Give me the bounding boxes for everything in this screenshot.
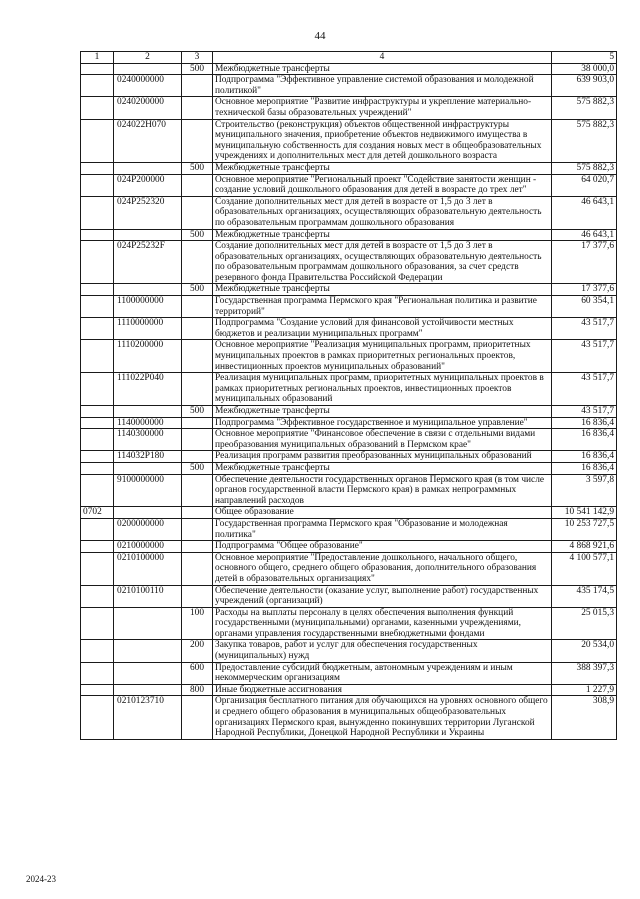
target-code-cell: 024Р25232F [114, 241, 182, 284]
target-code-cell [114, 662, 182, 684]
header-row [81, 52, 617, 64]
target-code-cell [114, 63, 182, 75]
header-col-2: 2 [114, 52, 182, 64]
expense-type-cell: 500 [182, 406, 213, 418]
item-name-cell: Подпрограмма "Создание условий для финансовой устойчивости местных бюджетов и реализации муниципальных программ" [213, 318, 552, 340]
table-body [81, 63, 617, 739]
table-row [81, 451, 617, 463]
amount-cell: 43 517,7 [552, 406, 617, 418]
item-name-cell: Обеспечение деятельности (оказание услуг, выполнение работ) государственных учреждений (организаций) [213, 585, 552, 607]
section-code-cell [81, 429, 114, 451]
table-row [81, 462, 617, 474]
table-row [81, 174, 617, 196]
table-row [81, 640, 617, 662]
amount-cell: 435 174,5 [552, 585, 617, 607]
expense-type-cell: 600 [182, 662, 213, 684]
section-code-cell [81, 474, 114, 507]
target-code-cell: 111022Р040 [114, 373, 182, 406]
expense-type-cell [182, 541, 213, 553]
target-code-cell: 0210100000 [114, 552, 182, 585]
target-code-cell [114, 406, 182, 418]
amount-cell: 25 015,3 [552, 607, 617, 640]
target-code-cell [114, 507, 182, 519]
table-row [81, 296, 617, 318]
amount-cell: 639 903,0 [552, 75, 617, 97]
budget-table [80, 51, 617, 740]
item-name-cell: Межбюджетные трансферты [213, 284, 552, 296]
table-row [81, 373, 617, 406]
section-code-cell [81, 241, 114, 284]
target-code-cell: 0240000000 [114, 75, 182, 97]
amount-cell: 60 354,1 [552, 296, 617, 318]
table-row [81, 75, 617, 97]
expense-type-cell: 500 [182, 229, 213, 241]
expense-type-cell [182, 585, 213, 607]
table-row [81, 63, 617, 75]
expense-type-cell [182, 318, 213, 340]
item-name-cell: Реализация программ развития преобразованных муниципальных образований [213, 451, 552, 463]
amount-cell: 4 100 577,1 [552, 552, 617, 585]
item-name-cell: Основное мероприятие "Развитие инфраструктуры и укрепление материально-технической базы образовательных учреждений" [213, 97, 552, 119]
expense-type-cell [182, 174, 213, 196]
amount-cell: 388 397,3 [552, 662, 617, 684]
amount-cell: 43 517,7 [552, 340, 617, 373]
item-name-cell: Государственная программа Пермского края "Образование и молодежная политика" [213, 518, 552, 540]
section-code-cell [81, 451, 114, 463]
item-name-cell: Подпрограмма "Общее образование" [213, 541, 552, 553]
section-code-cell [81, 229, 114, 241]
header-col-4: 4 [213, 52, 552, 64]
table-row [81, 696, 617, 739]
amount-cell: 308,9 [552, 696, 617, 739]
page-number: 44 [314, 30, 326, 42]
item-name-cell: Обеспечение деятельности государственных органов Пермского края (в том числе органов государственной власти Пермского края) в рамках непрограммных направлений расходов [213, 474, 552, 507]
amount-cell: 16 836,4 [552, 429, 617, 451]
item-name-cell: Иные бюджетные ассигнования [213, 684, 552, 696]
amount-cell: 4 868 921,6 [552, 541, 617, 553]
expense-type-cell [182, 518, 213, 540]
target-code-cell: 0210123710 [114, 696, 182, 739]
expense-type-cell: 100 [182, 607, 213, 640]
amount-cell: 10 253 727,5 [552, 518, 617, 540]
table-row [81, 417, 617, 429]
expense-type-cell [182, 696, 213, 739]
target-code-cell [114, 607, 182, 640]
section-code-cell [81, 417, 114, 429]
section-code-cell [81, 462, 114, 474]
amount-cell: 10 541 142,9 [552, 507, 617, 519]
table-row [81, 552, 617, 585]
target-code-cell: 0200000000 [114, 518, 182, 540]
target-code-cell: 0210100110 [114, 585, 182, 607]
target-code-cell: 1110200000 [114, 340, 182, 373]
target-code-cell: 0240200000 [114, 97, 182, 119]
amount-cell: 17 377,6 [552, 241, 617, 284]
amount-cell: 43 517,7 [552, 373, 617, 406]
target-code-cell: 1140300000 [114, 429, 182, 451]
amount-cell: 1 227,9 [552, 684, 617, 696]
table-row [81, 229, 617, 241]
section-code-cell [81, 541, 114, 553]
table-row [81, 119, 617, 162]
table-row [81, 162, 617, 174]
target-code-cell: 9100000000 [114, 474, 182, 507]
expense-type-cell: 200 [182, 640, 213, 662]
amount-cell: 46 643,1 [552, 196, 617, 229]
expense-type-cell: 500 [182, 63, 213, 75]
target-code-cell: 114032Р180 [114, 451, 182, 463]
expense-type-cell: 500 [182, 162, 213, 174]
amount-cell: 575 882,3 [552, 162, 617, 174]
amount-cell: 575 882,3 [552, 97, 617, 119]
item-name-cell: Основное мероприятие "Региональный проект "Содействие занятости женщин - создание условий дошкольного образования для детей в возрасте до трех лет" [213, 174, 552, 196]
expense-type-cell [182, 451, 213, 463]
section-code-cell [81, 196, 114, 229]
table-row [81, 406, 617, 418]
item-name-cell: Общее образование [213, 507, 552, 519]
amount-cell: 43 517,7 [552, 318, 617, 340]
expense-type-cell [182, 97, 213, 119]
table-row [81, 662, 617, 684]
section-code-cell [81, 174, 114, 196]
expense-type-cell [182, 340, 213, 373]
section-code-cell [81, 75, 114, 97]
table-row [81, 607, 617, 640]
expense-type-cell [182, 474, 213, 507]
target-code-cell: 1110000000 [114, 318, 182, 340]
expense-type-cell: 800 [182, 684, 213, 696]
target-code-cell [114, 229, 182, 241]
amount-cell: 3 597,8 [552, 474, 617, 507]
table-row [81, 585, 617, 607]
item-name-cell: Межбюджетные трансферты [213, 462, 552, 474]
expense-type-cell [182, 296, 213, 318]
item-name-cell: Подпрограмма "Эффективное государственное и муниципальное управление" [213, 417, 552, 429]
table-row [81, 318, 617, 340]
expense-type-cell: 500 [182, 462, 213, 474]
item-name-cell: Основное мероприятие "Финансовое обеспечение в связи с отдельными видами преобразования муниципальных образований в Пермском крае" [213, 429, 552, 451]
section-code-cell [81, 607, 114, 640]
table-row [81, 284, 617, 296]
section-code-cell [81, 340, 114, 373]
section-code-cell [81, 296, 114, 318]
item-name-cell: Государственная программа Пермского края "Региональная политика и развитие территорий" [213, 296, 552, 318]
amount-cell: 20 534,0 [552, 640, 617, 662]
section-code-cell [81, 119, 114, 162]
header-col-5: 5 [552, 52, 617, 64]
section-code-cell [81, 162, 114, 174]
footer-code: 2024-23 [26, 874, 56, 884]
expense-type-cell [182, 241, 213, 284]
section-code-cell [81, 684, 114, 696]
table-row [81, 97, 617, 119]
table-row [81, 684, 617, 696]
amount-cell: 46 643,1 [552, 229, 617, 241]
target-code-cell [114, 162, 182, 174]
item-name-cell: Предоставление субсидий бюджетным, автономным учреждениям и иным некоммерческим организациям [213, 662, 552, 684]
section-code-cell [81, 585, 114, 607]
table-row [81, 518, 617, 540]
section-code-cell [81, 284, 114, 296]
amount-cell: 16 836,4 [552, 451, 617, 463]
item-name-cell: Закупка товаров, работ и услуг для обеспечения государственных (муниципальных) нужд [213, 640, 552, 662]
amount-cell: 38 000,0 [552, 63, 617, 75]
item-name-cell: Реализация муниципальных программ, приоритетных муниципальных проектов в рамках приоритетных региональных проектов, инвестиционных проектов муниципальных образований [213, 373, 552, 406]
section-code-cell [81, 318, 114, 340]
section-code-cell [81, 662, 114, 684]
section-code-cell [81, 406, 114, 418]
section-code-cell [81, 97, 114, 119]
target-code-cell [114, 640, 182, 662]
table-row [81, 340, 617, 373]
section-code-cell [81, 373, 114, 406]
table-row [81, 241, 617, 284]
section-code-cell [81, 640, 114, 662]
target-code-cell: 024022Н070 [114, 119, 182, 162]
item-name-cell: Основное мероприятие "Реализация муниципальных программ, приоритетных муниципальных проектов в рамках приоритетных региональных проектов, инвестиционных проектов муниципальных образований" [213, 340, 552, 373]
table-row [81, 507, 617, 519]
amount-cell: 64 020,7 [552, 174, 617, 196]
expense-type-cell [182, 373, 213, 406]
amount-cell: 17 377,6 [552, 284, 617, 296]
table-row [81, 474, 617, 507]
table-row [81, 541, 617, 553]
expense-type-cell: 500 [182, 284, 213, 296]
section-code-cell [81, 518, 114, 540]
table-row [81, 429, 617, 451]
target-code-cell: 1100000000 [114, 296, 182, 318]
section-code-cell [81, 552, 114, 585]
section-code-cell [81, 63, 114, 75]
header-col-3: 3 [182, 52, 213, 64]
header-col-1: 1 [81, 52, 114, 64]
target-code-cell: 024Р200000 [114, 174, 182, 196]
table-row [81, 196, 617, 229]
target-code-cell [114, 462, 182, 474]
expense-type-cell [182, 507, 213, 519]
amount-cell: 16 836,4 [552, 417, 617, 429]
item-name-cell: Межбюджетные трансферты [213, 229, 552, 241]
expense-type-cell [182, 429, 213, 451]
item-name-cell: Создание дополнительных мест для детей в возрасте от 1,5 до 3 лет в образовательных организациях, осуществляющих образовательную деятельность по образовательным программам дошкольного образования [213, 196, 552, 229]
amount-cell: 16 836,4 [552, 462, 617, 474]
target-code-cell: 024Р252320 [114, 196, 182, 229]
target-code-cell: 1140000000 [114, 417, 182, 429]
amount-cell: 575 882,3 [552, 119, 617, 162]
target-code-cell [114, 284, 182, 296]
item-name-cell: Создание дополнительных мест для детей в возрасте от 1,5 до 3 лет в образовательных организациях, осуществляющих образовательную деятельность по образовательным программам дошкольного образования, за счет средств резервного фонда Правительства Российской Федерации [213, 241, 552, 284]
item-name-cell: Основное мероприятие "Предоставление дошкольного, начального общего, основного общего, среднего общего образования, дополнительного образования детей в образовательных организациях" [213, 552, 552, 585]
section-code-cell [81, 696, 114, 739]
target-code-cell [114, 684, 182, 696]
expense-type-cell [182, 75, 213, 97]
item-name-cell: Организация бесплатного питания для обучающихся на уровнях основного общего и среднего общего образования в муниципальных общеобразовательных организациях Пермского края, вынужденно покинувших территории Луганской Народной Республики, Донецкой Народной Республики и Украины [213, 696, 552, 739]
section-code-cell: 0702 [81, 507, 114, 519]
item-name-cell: Расходы на выплаты персоналу в целях обеспечения выполнения функций государственными (муниципальными) органами, казенными учреждениями, органами управления государственными внебюджетными фондами [213, 607, 552, 640]
expense-type-cell [182, 119, 213, 162]
item-name-cell: Межбюджетные трансферты [213, 162, 552, 174]
item-name-cell: Межбюджетные трансферты [213, 406, 552, 418]
expense-type-cell [182, 196, 213, 229]
expense-type-cell [182, 417, 213, 429]
expense-type-cell [182, 552, 213, 585]
target-code-cell: 0210000000 [114, 541, 182, 553]
item-name-cell: Строительство (реконструкция) объектов общественной инфраструктуры муниципального значения, приобретение объектов недвижимого имущества в муниципальную собственность для создания новых мест в общеобразовательных учреждениях и дополнительных мест для детей дошкольного возраста [213, 119, 552, 162]
item-name-cell: Подпрограмма "Эффективное управление системой образования и молодежной политикой" [213, 75, 552, 97]
item-name-cell: Межбюджетные трансферты [213, 63, 552, 75]
